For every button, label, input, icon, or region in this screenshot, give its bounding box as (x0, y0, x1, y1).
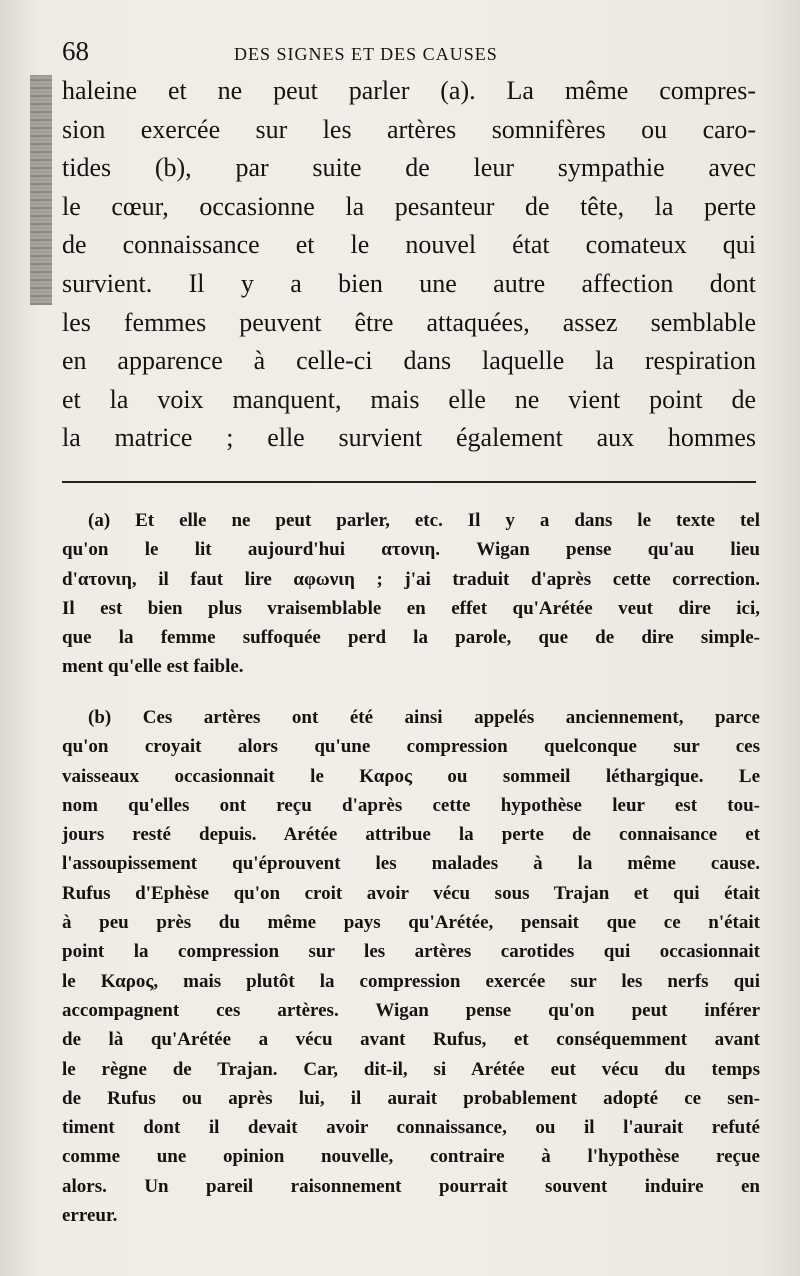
text-line: et la voix manquent, mais elle ne vient point de (62, 384, 756, 414)
text-line: sion exercée sur les artères somnifères ou caro- (62, 114, 756, 144)
footnote-line: Il est bien plus vraisemblable en effet qu'Arétée veut dire ici, (62, 597, 760, 619)
main-text (62, 72, 756, 458)
footnote-line: de Rufus ou après lui, il aurait probablement adopté ce sen- (62, 1087, 760, 1109)
footnote-a (62, 506, 760, 682)
text-line: haleine et ne peut parler (a). La même compres- (62, 76, 756, 105)
footnote-line: que la femme suffoquée perd la parole, que de dire simple- (62, 627, 760, 649)
binding-shadow (30, 75, 52, 305)
footnote-line: accompagnent ces artères. Wigan pense qu'on peut inférer (62, 999, 760, 1021)
footnote-line: alors. Un pareil raisonnement pourrait souvent induire en (62, 1175, 760, 1197)
footnote-line: timent dont il devait avoir connaissance, ou il l'aurait refuté (62, 1117, 760, 1139)
footnote-line: (a) Et elle ne peut parler, etc. Il y a dans le texte tel (88, 510, 760, 531)
footnote-line: le règne de Trajan. Car, dit-il, si Arétée eut vécu du temps (62, 1058, 760, 1080)
page-header (62, 36, 762, 76)
footnote-divider (62, 481, 756, 483)
running-title: DES SIGNES ET DES CAUSES (234, 44, 498, 64)
footnote-line: comme une opinion nouvelle, contraire à l'hypothèse reçue (62, 1146, 760, 1168)
footnote-line: d'ατονιη, il faut lire αφωνιη ; j'ai traduit d'après cette correction. (62, 568, 760, 590)
text-line: les femmes peuvent être attaquées, assez semblable (62, 307, 756, 337)
footnote-line: jours resté depuis. Arétée attribue la perte de connaisance et (62, 824, 760, 846)
footnote-line: (b) Ces artères ont été ainsi appelés anciennement, parce (88, 707, 760, 728)
page-number: 68 (62, 36, 89, 66)
text-line: la matrice ; elle survient également aux hommes (62, 423, 756, 453)
footnote-line: nom qu'elles ont reçu d'après cette hypothèse leur est tou- (62, 794, 760, 816)
footnote-line: ment qu'elle est faible. (62, 656, 244, 678)
footnote-line: qu'on croyait alors qu'une compression quelconque sur ces (62, 736, 760, 758)
text-line: le cœur, occasionne la pesanteur de tête, la perte (62, 191, 756, 221)
text-line: survient. Il y a bien une autre affection dont (62, 268, 756, 298)
text-line: de connaissance et le nouvel état comateux qui (62, 230, 756, 260)
footnote-line: erreur. (62, 1205, 118, 1227)
footnote-line: à peu près du même pays qu'Arétée, pensait que ce n'était (62, 912, 760, 934)
footnote-b (62, 703, 760, 1230)
footnote-line: qu'on le lit aujourd'hui ατονιη. Wigan pense qu'au lieu (62, 539, 760, 561)
text-line: tides (b), par suite de leur sympathie avec (62, 153, 756, 183)
footnote-line: de là qu'Arétée a vécu avant Rufus, et conséquemment avant (62, 1029, 760, 1051)
footnote-line: l'assoupissement qu'éprouvent les malades à la même cause. (62, 853, 760, 875)
footnote-line: point la compression sur les artères carotides qui occasionnait (62, 941, 760, 963)
footnote-line: le Καρος, mais plutôt la compression exercée sur les nerfs qui (62, 970, 760, 992)
text-line: en apparence à celle-ci dans laquelle la respiration (62, 346, 756, 376)
footnote-line: Rufus d'Ephèse qu'on croit avoir vécu sous Trajan et qui était (62, 882, 760, 904)
footnote-line: vaisseaux occasionnait le Καρος ou sommeil léthargique. Le (62, 765, 760, 787)
